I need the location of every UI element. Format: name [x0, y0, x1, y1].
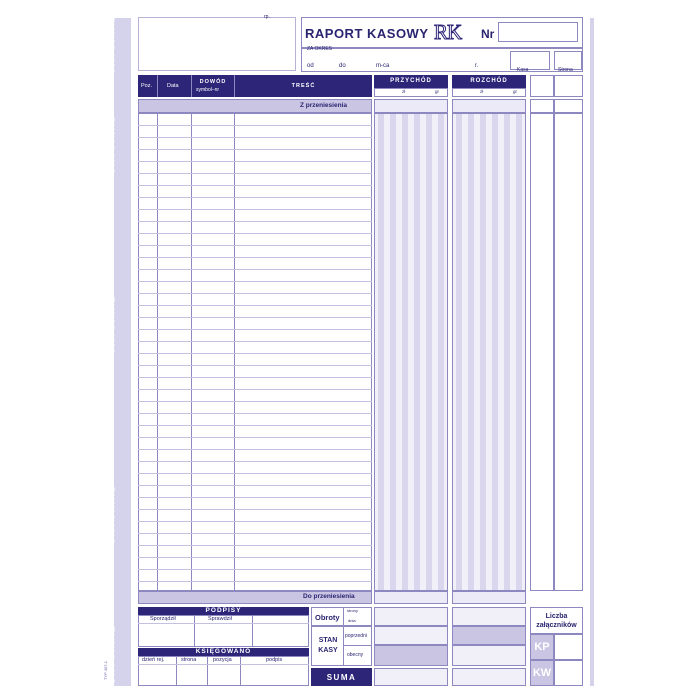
ledger-row-line [138, 161, 372, 162]
extra-header-2 [554, 75, 583, 97]
kw-field[interactable] [554, 660, 583, 686]
obroty-dnia: dnia [348, 618, 356, 623]
report-title: RAPORT KASOWY [305, 26, 429, 41]
col-poz: Poz. [141, 83, 153, 89]
ledger-row-line [138, 149, 372, 150]
pozycja-label: pozycja [213, 657, 232, 663]
ledger-row-line [138, 377, 372, 378]
rozchod-stripe-5 [504, 114, 510, 590]
ledger-row-line [138, 329, 372, 330]
period-month: m-ca [376, 63, 390, 69]
ledger-row-line [138, 245, 372, 246]
podpisy-header: PODPISY [138, 607, 309, 615]
col-data: Data [167, 83, 179, 89]
ledger-row-line [138, 365, 372, 366]
suma-rozchod[interactable] [452, 668, 526, 686]
period-label: ZA OKRES [307, 46, 333, 52]
watermark-text-1: ORYGINAŁ [106, 15, 117, 75]
stan-kasy-hline [343, 645, 372, 646]
ledger-row-line [138, 437, 372, 438]
ledger-row-line [138, 281, 372, 282]
period-year: r. [475, 63, 479, 69]
przychod-body[interactable] [374, 113, 448, 591]
dzien-rej-label: dzień rej. [142, 657, 165, 663]
ksiegowano-header: KSIĘGOWANO [138, 648, 309, 656]
z-przeniesienia-extra-2 [554, 99, 583, 113]
hdr-sep-1 [157, 75, 158, 97]
ledger-row-line [138, 557, 372, 558]
right-edge-strip [590, 18, 594, 686]
obroty-rozchod[interactable] [452, 607, 526, 626]
poprzedni-label: poprzedni [345, 633, 367, 639]
col-tresc: TREŚĆ [291, 83, 316, 89]
ksieg-sep-1 [176, 656, 177, 686]
report-number-field[interactable] [498, 22, 578, 42]
przychod-stripe-4 [414, 114, 420, 590]
do-przeniesienia-label: Do przeniesienia [303, 593, 355, 600]
przychod-stripe-2 [390, 114, 396, 590]
do-przeniesienia-przychod[interactable] [374, 591, 448, 604]
liczba-zalacznikow-label: Liczba załączników [530, 607, 583, 634]
rozchod-stripe-3 [480, 114, 486, 590]
przychod-stripe-1 [378, 114, 384, 590]
podpisy-sep-1 [194, 615, 195, 647]
przychod-stripe-3 [402, 114, 408, 590]
ledger-row-line [138, 521, 372, 522]
stan-kasy-sep [343, 626, 344, 666]
extra-body-2[interactable] [554, 113, 583, 591]
sporzadzil-label: Sporządził [150, 616, 176, 622]
period-do: do [339, 63, 346, 69]
podpisy-sep-2 [252, 615, 253, 647]
extra-header-1 [530, 75, 554, 97]
ledger-row-line [138, 353, 372, 354]
watermark-text-4: ORYGINAŁ [106, 485, 117, 545]
ksieg-sep-3 [240, 656, 241, 686]
ledger-row-line [138, 197, 372, 198]
rozchod-gr: gr [513, 89, 518, 94]
ledger-row-line [138, 581, 372, 582]
ledger-row-line [138, 305, 372, 306]
watermark-text-3: ORYGINAŁ [106, 295, 117, 355]
ledger-row-line [138, 413, 372, 414]
rozchod-stripe-1 [456, 114, 462, 590]
obroty-przychod[interactable] [374, 607, 448, 626]
report-symbol: RK [434, 20, 462, 44]
poprzedni-rozchod [452, 626, 526, 645]
przychod-zl: zł [402, 89, 406, 94]
obroty-sep [343, 607, 344, 626]
ledger-row-line [138, 473, 372, 474]
ledger-row-line [138, 269, 372, 270]
stamp-area[interactable] [138, 17, 296, 71]
ledger-row-line [138, 293, 372, 294]
watermark-text-2: ORYGINAŁ [106, 115, 117, 175]
ledger-row-line [138, 461, 372, 462]
ledger-row-line [138, 569, 372, 570]
z-przeniesienia-label: Z przeniesienia [300, 102, 347, 109]
z-przeniesienia-rozchod[interactable] [452, 99, 526, 113]
obecny-rozchod[interactable] [452, 645, 526, 666]
ledger-row-line [138, 317, 372, 318]
poprzedni-przychod[interactable] [374, 626, 448, 645]
kasa-field[interactable] [510, 51, 550, 70]
przychod-stripe-6 [438, 114, 444, 590]
col-dowod-sub: symbol–nr [196, 87, 220, 93]
rozchod-stripe-6 [516, 114, 522, 590]
ledger-row-line [138, 545, 372, 546]
extra-body-1[interactable] [530, 113, 554, 591]
obecny-przychod [374, 645, 448, 666]
stamp-corner-label: rp. [264, 14, 270, 20]
ledger-row-line [138, 209, 372, 210]
kw-label: KW [530, 660, 554, 686]
przychod-stripe-5 [426, 114, 432, 590]
podpisy-hline [138, 623, 309, 624]
ksiegowano-strona-label: strona [181, 657, 197, 663]
report-nr-label: Nr [481, 27, 495, 41]
ledger-row-line [138, 389, 372, 390]
podpis-label: podpis [266, 657, 283, 663]
kp-field[interactable] [554, 634, 583, 660]
obroty-label: Obroty [315, 613, 340, 622]
kp-label: KP [530, 634, 554, 660]
watermark-text-5: ORYGINAŁ [106, 625, 117, 685]
obecny-label: obecny [347, 652, 364, 658]
strona-label: Strona [558, 67, 573, 73]
ledger-row-line [138, 221, 372, 222]
ledger-row-line [138, 257, 372, 258]
przychod-gr: gr [435, 89, 440, 94]
ledger-row-line [138, 341, 372, 342]
ledger-row-line [138, 497, 372, 498]
suma-przychod[interactable] [374, 668, 448, 686]
ksieg-hline [138, 664, 309, 665]
ledger-row-line [138, 485, 372, 486]
col-rozchod: ROZCHÓD [452, 75, 526, 88]
col-przychod: PRZYCHÓD [374, 75, 448, 88]
rozchod-zl: zł [480, 89, 484, 94]
kasa-label: Kasa [517, 67, 529, 73]
ledger-row-line [138, 425, 372, 426]
ledger-row-line [138, 185, 372, 186]
stan-kasy-label: STAN KASY [318, 637, 338, 654]
suma-label: SUMA [311, 668, 372, 686]
rozchod-stripe-2 [468, 114, 474, 590]
rozchod-body[interactable] [452, 113, 526, 591]
z-przeniesienia-przychod[interactable] [374, 99, 448, 113]
obroty-strony: strony [347, 608, 358, 613]
ledger-row-line [138, 173, 372, 174]
ksieg-sep-2 [207, 656, 208, 686]
ledger-row-line [138, 401, 372, 402]
hdr-sep-3 [234, 75, 235, 97]
ledger-row-line [138, 137, 372, 138]
ledger-row-line [138, 533, 372, 534]
period-od: od [307, 63, 314, 69]
sprawdzil-label: Sprawdził [208, 616, 232, 622]
col-dowod: DOWÓD [199, 79, 227, 85]
ledger-row-line [138, 449, 372, 450]
ledger-row-line [138, 509, 372, 510]
ledger-row-line [138, 125, 372, 126]
ledger-row-line [138, 233, 372, 234]
hdr-sep-2 [191, 75, 192, 97]
rozchod-stripe-4 [492, 114, 498, 590]
do-przeniesienia-rozchod[interactable] [452, 591, 526, 604]
z-przeniesienia-extra-1 [530, 99, 554, 113]
side-code: TYP 407-1 [103, 660, 109, 681]
